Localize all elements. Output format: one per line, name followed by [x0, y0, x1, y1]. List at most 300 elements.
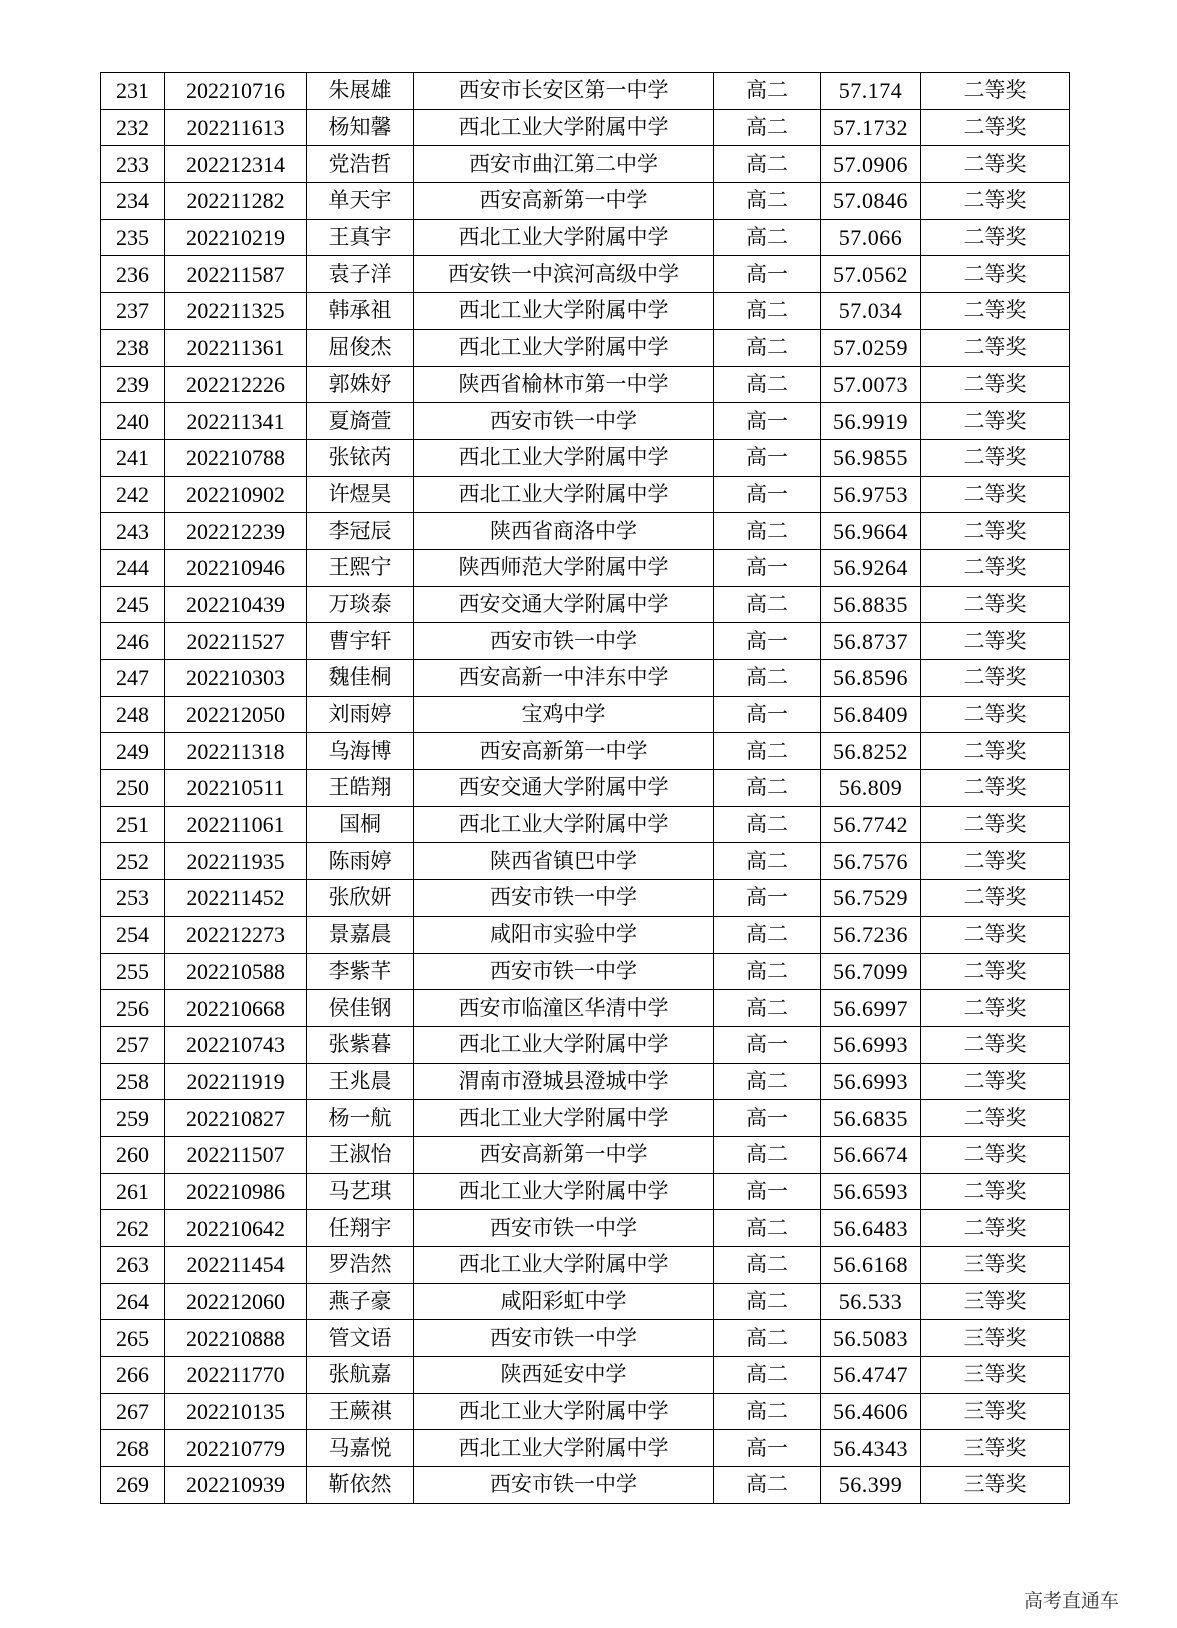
- rank-cell: 261: [101, 1173, 165, 1210]
- rank-cell: 262: [101, 1210, 165, 1247]
- score-cell: 56.6993: [821, 1026, 921, 1063]
- rank-cell: 264: [101, 1283, 165, 1320]
- table-row: [101, 293, 1070, 330]
- award-cell: 二等奖: [921, 513, 1070, 550]
- name-cell: 韩承祖: [307, 293, 414, 330]
- grade-cell: 高二: [714, 990, 821, 1027]
- student-id-cell: 202211613: [165, 109, 307, 146]
- student-id-cell: 202212226: [165, 366, 307, 403]
- grade-cell: 高一: [714, 1173, 821, 1210]
- school-cell: 咸阳彩虹中学: [414, 1283, 714, 1320]
- award-cell: 二等奖: [921, 770, 1070, 807]
- score-cell: 56.4606: [821, 1393, 921, 1430]
- rank-cell: 254: [101, 916, 165, 953]
- grade-cell: 高二: [714, 109, 821, 146]
- school-cell: 宝鸡中学: [414, 696, 714, 733]
- score-cell: 56.8835: [821, 586, 921, 623]
- table-row: [101, 1357, 1070, 1394]
- grade-cell: 高二: [714, 513, 821, 550]
- student-id-cell: 202210668: [165, 990, 307, 1027]
- name-cell: 马嘉悦: [307, 1430, 414, 1467]
- table-row: [101, 476, 1070, 513]
- name-cell: 张铱芮: [307, 439, 414, 476]
- school-cell: 西安市铁一中学: [414, 1320, 714, 1357]
- rank-cell: 246: [101, 623, 165, 660]
- score-cell: 56.6593: [821, 1173, 921, 1210]
- grade-cell: 高二: [714, 1467, 821, 1504]
- rank-cell: 251: [101, 806, 165, 843]
- table-row: [101, 329, 1070, 366]
- grade-cell: 高一: [714, 476, 821, 513]
- name-cell: 马艺琪: [307, 1173, 414, 1210]
- student-id-cell: 202212314: [165, 146, 307, 183]
- grade-cell: 高二: [714, 1320, 821, 1357]
- name-cell: 杨一航: [307, 1100, 414, 1137]
- award-cell: 二等奖: [921, 843, 1070, 880]
- school-cell: 西安市铁一中学: [414, 953, 714, 990]
- score-cell: 57.174: [821, 73, 921, 110]
- award-cell: 二等奖: [921, 293, 1070, 330]
- grade-cell: 高二: [714, 329, 821, 366]
- grade-cell: 高二: [714, 953, 821, 990]
- rank-cell: 247: [101, 660, 165, 697]
- student-id-cell: 202210743: [165, 1026, 307, 1063]
- rank-cell: 253: [101, 880, 165, 917]
- table-row: [101, 1100, 1070, 1137]
- score-cell: 56.533: [821, 1283, 921, 1320]
- award-cell: 二等奖: [921, 219, 1070, 256]
- school-cell: 西安高新第一中学: [414, 183, 714, 220]
- grade-cell: 高一: [714, 439, 821, 476]
- name-cell: 任翔宇: [307, 1210, 414, 1247]
- student-id-cell: 202211935: [165, 843, 307, 880]
- score-cell: 56.6168: [821, 1247, 921, 1284]
- award-cell: 二等奖: [921, 329, 1070, 366]
- table-row: [101, 219, 1070, 256]
- score-cell: 56.6483: [821, 1210, 921, 1247]
- grade-cell: 高二: [714, 146, 821, 183]
- grade-cell: 高二: [714, 183, 821, 220]
- award-cell: 二等奖: [921, 660, 1070, 697]
- award-cell: 三等奖: [921, 1467, 1070, 1504]
- score-cell: 57.0073: [821, 366, 921, 403]
- award-cell: 三等奖: [921, 1393, 1070, 1430]
- school-cell: 陕西省镇巴中学: [414, 843, 714, 880]
- school-cell: 西安高新一中沣东中学: [414, 660, 714, 697]
- student-id-cell: 202211061: [165, 806, 307, 843]
- rank-cell: 267: [101, 1393, 165, 1430]
- student-id-cell: 202211587: [165, 256, 307, 293]
- school-cell: 西安市长安区第一中学: [414, 73, 714, 110]
- award-cell: 二等奖: [921, 1210, 1070, 1247]
- table-row: [101, 1430, 1070, 1467]
- score-cell: 56.8409: [821, 696, 921, 733]
- award-cell: 二等奖: [921, 476, 1070, 513]
- name-cell: 王兆晨: [307, 1063, 414, 1100]
- award-cell: 二等奖: [921, 1136, 1070, 1173]
- student-id-cell: 202211454: [165, 1247, 307, 1284]
- name-cell: 王蕨祺: [307, 1393, 414, 1430]
- score-cell: 56.7236: [821, 916, 921, 953]
- school-cell: 西北工业大学附属中学: [414, 329, 714, 366]
- table-row: [101, 733, 1070, 770]
- score-cell: 57.0562: [821, 256, 921, 293]
- rank-cell: 257: [101, 1026, 165, 1063]
- rank-cell: 232: [101, 109, 165, 146]
- award-cell: 二等奖: [921, 696, 1070, 733]
- student-id-cell: 202210642: [165, 1210, 307, 1247]
- grade-cell: 高一: [714, 623, 821, 660]
- student-id-cell: 202212239: [165, 513, 307, 550]
- student-id-cell: 202210946: [165, 549, 307, 586]
- award-cell: 二等奖: [921, 953, 1070, 990]
- rank-cell: 238: [101, 329, 165, 366]
- table-row: [101, 880, 1070, 917]
- award-cell: 三等奖: [921, 1430, 1070, 1467]
- rank-cell: 242: [101, 476, 165, 513]
- award-cell: 二等奖: [921, 623, 1070, 660]
- table-row: [101, 1136, 1070, 1173]
- grade-cell: 高二: [714, 1247, 821, 1284]
- rank-cell: 268: [101, 1430, 165, 1467]
- school-cell: 陕西延安中学: [414, 1357, 714, 1394]
- award-cell: 二等奖: [921, 109, 1070, 146]
- name-cell: 夏旖萱: [307, 403, 414, 440]
- grade-cell: 高二: [714, 843, 821, 880]
- student-id-cell: 202210779: [165, 1430, 307, 1467]
- award-cell: 二等奖: [921, 73, 1070, 110]
- school-cell: 西北工业大学附属中学: [414, 439, 714, 476]
- score-cell: 56.6835: [821, 1100, 921, 1137]
- award-cell: 三等奖: [921, 1357, 1070, 1394]
- school-cell: 西北工业大学附属中学: [414, 1393, 714, 1430]
- rank-cell: 256: [101, 990, 165, 1027]
- table-row: [101, 1467, 1070, 1504]
- school-cell: 西北工业大学附属中学: [414, 109, 714, 146]
- school-cell: 西安铁一中滨河高级中学: [414, 256, 714, 293]
- rank-cell: 249: [101, 733, 165, 770]
- student-id-cell: 202211527: [165, 623, 307, 660]
- name-cell: 杨知馨: [307, 109, 414, 146]
- score-cell: 56.7742: [821, 806, 921, 843]
- rank-cell: 263: [101, 1247, 165, 1284]
- name-cell: 管文语: [307, 1320, 414, 1357]
- student-id-cell: 202211361: [165, 329, 307, 366]
- student-id-cell: 202211919: [165, 1063, 307, 1100]
- table-row: [101, 770, 1070, 807]
- table-row: [101, 1283, 1070, 1320]
- table-row: [101, 916, 1070, 953]
- name-cell: 袁子洋: [307, 256, 414, 293]
- award-cell: 三等奖: [921, 1247, 1070, 1284]
- school-cell: 西北工业大学附属中学: [414, 1430, 714, 1467]
- grade-cell: 高一: [714, 1430, 821, 1467]
- student-id-cell: 202211318: [165, 733, 307, 770]
- table-row: [101, 1173, 1070, 1210]
- school-cell: 西安交通大学附属中学: [414, 586, 714, 623]
- school-cell: 渭南市澄城县澄城中学: [414, 1063, 714, 1100]
- score-cell: 56.6993: [821, 1063, 921, 1100]
- table-row: [101, 549, 1070, 586]
- school-cell: 西安市铁一中学: [414, 1210, 714, 1247]
- school-cell: 西安市铁一中学: [414, 623, 714, 660]
- name-cell: 罗浩然: [307, 1247, 414, 1284]
- score-cell: 57.0846: [821, 183, 921, 220]
- name-cell: 曹宇轩: [307, 623, 414, 660]
- score-cell: 56.9264: [821, 549, 921, 586]
- school-cell: 西北工业大学附属中学: [414, 219, 714, 256]
- score-cell: 57.0906: [821, 146, 921, 183]
- table-row: [101, 586, 1070, 623]
- score-cell: 56.6674: [821, 1136, 921, 1173]
- student-id-cell: 202210439: [165, 586, 307, 623]
- grade-cell: 高二: [714, 733, 821, 770]
- rank-cell: 240: [101, 403, 165, 440]
- table-row: [101, 366, 1070, 403]
- rank-cell: 234: [101, 183, 165, 220]
- award-cell: 二等奖: [921, 586, 1070, 623]
- student-id-cell: 202212273: [165, 916, 307, 953]
- score-cell: 57.034: [821, 293, 921, 330]
- name-cell: 朱展雄: [307, 73, 414, 110]
- rank-cell: 252: [101, 843, 165, 880]
- score-cell: 56.9664: [821, 513, 921, 550]
- score-cell: 56.7529: [821, 880, 921, 917]
- name-cell: 王皓翔: [307, 770, 414, 807]
- award-cell: 二等奖: [921, 880, 1070, 917]
- grade-cell: 高一: [714, 880, 821, 917]
- award-cell: 二等奖: [921, 1100, 1070, 1137]
- grade-cell: 高二: [714, 1393, 821, 1430]
- score-cell: 56.399: [821, 1467, 921, 1504]
- grade-cell: 高二: [714, 806, 821, 843]
- score-cell: 56.6997: [821, 990, 921, 1027]
- table-row: [101, 109, 1070, 146]
- rank-cell: 260: [101, 1136, 165, 1173]
- name-cell: 王真宇: [307, 219, 414, 256]
- score-cell: 56.9855: [821, 439, 921, 476]
- name-cell: 李冠辰: [307, 513, 414, 550]
- school-cell: 西安市铁一中学: [414, 880, 714, 917]
- school-cell: 西北工业大学附属中学: [414, 806, 714, 843]
- student-id-cell: 202212050: [165, 696, 307, 733]
- student-id-cell: 202210827: [165, 1100, 307, 1137]
- grade-cell: 高二: [714, 1357, 821, 1394]
- name-cell: 侯佳钢: [307, 990, 414, 1027]
- award-cell: 三等奖: [921, 1320, 1070, 1357]
- table-row: [101, 513, 1070, 550]
- source-watermark: 高考直通车: [1023, 1590, 1119, 1612]
- name-cell: 燕子豪: [307, 1283, 414, 1320]
- table-row: [101, 953, 1070, 990]
- score-cell: 56.9753: [821, 476, 921, 513]
- table-row: [101, 183, 1070, 220]
- table-row: [101, 73, 1070, 110]
- grade-cell: 高二: [714, 1283, 821, 1320]
- score-cell: 56.809: [821, 770, 921, 807]
- table-row: [101, 1063, 1070, 1100]
- grade-cell: 高二: [714, 770, 821, 807]
- rank-cell: 241: [101, 439, 165, 476]
- grade-cell: 高二: [714, 219, 821, 256]
- school-cell: 西北工业大学附属中学: [414, 1100, 714, 1137]
- award-cell: 二等奖: [921, 1173, 1070, 1210]
- rank-cell: 244: [101, 549, 165, 586]
- name-cell: 张航嘉: [307, 1357, 414, 1394]
- rank-cell: 255: [101, 953, 165, 990]
- table-row: [101, 990, 1070, 1027]
- rank-cell: 248: [101, 696, 165, 733]
- award-cell: 二等奖: [921, 439, 1070, 476]
- name-cell: 张欣妍: [307, 880, 414, 917]
- score-cell: 57.0259: [821, 329, 921, 366]
- grade-cell: 高二: [714, 916, 821, 953]
- student-id-cell: 202211341: [165, 403, 307, 440]
- rank-cell: 236: [101, 256, 165, 293]
- award-cell: 二等奖: [921, 146, 1070, 183]
- student-id-cell: 202212060: [165, 1283, 307, 1320]
- grade-cell: 高二: [714, 660, 821, 697]
- school-cell: 西北工业大学附属中学: [414, 476, 714, 513]
- award-cell: 二等奖: [921, 1063, 1070, 1100]
- name-cell: 郭姝妤: [307, 366, 414, 403]
- rank-cell: 231: [101, 73, 165, 110]
- name-cell: 李紫芊: [307, 953, 414, 990]
- award-cell: 二等奖: [921, 1026, 1070, 1063]
- grade-cell: 高一: [714, 1100, 821, 1137]
- rank-cell: 259: [101, 1100, 165, 1137]
- name-cell: 靳依然: [307, 1467, 414, 1504]
- school-cell: 陕西师范大学附属中学: [414, 549, 714, 586]
- school-cell: 咸阳市实验中学: [414, 916, 714, 953]
- grade-cell: 高一: [714, 256, 821, 293]
- award-cell: 二等奖: [921, 733, 1070, 770]
- score-cell: 56.4747: [821, 1357, 921, 1394]
- score-cell: 56.7099: [821, 953, 921, 990]
- table-row: [101, 623, 1070, 660]
- rank-cell: 235: [101, 219, 165, 256]
- score-cell: 56.8737: [821, 623, 921, 660]
- rank-cell: 266: [101, 1357, 165, 1394]
- score-cell: 56.8252: [821, 733, 921, 770]
- table-row: [101, 403, 1070, 440]
- table-row: [101, 1026, 1070, 1063]
- grade-cell: 高二: [714, 366, 821, 403]
- award-cell: 二等奖: [921, 990, 1070, 1027]
- rank-cell: 243: [101, 513, 165, 550]
- score-cell: 56.5083: [821, 1320, 921, 1357]
- grade-cell: 高一: [714, 1026, 821, 1063]
- student-id-cell: 202210511: [165, 770, 307, 807]
- grade-cell: 高一: [714, 403, 821, 440]
- table-row: [101, 1210, 1070, 1247]
- student-id-cell: 202211452: [165, 880, 307, 917]
- award-cell: 三等奖: [921, 1283, 1070, 1320]
- score-cell: 56.4343: [821, 1430, 921, 1467]
- student-id-cell: 202210303: [165, 660, 307, 697]
- rank-cell: 237: [101, 293, 165, 330]
- name-cell: 乌海博: [307, 733, 414, 770]
- name-cell: 刘雨婷: [307, 696, 414, 733]
- school-cell: 西安市铁一中学: [414, 1467, 714, 1504]
- table-row: [101, 696, 1070, 733]
- student-id-cell: 202211507: [165, 1136, 307, 1173]
- student-id-cell: 202211282: [165, 183, 307, 220]
- name-cell: 陈雨婷: [307, 843, 414, 880]
- table-row: [101, 806, 1070, 843]
- name-cell: 单天宇: [307, 183, 414, 220]
- student-id-cell: 202210135: [165, 1393, 307, 1430]
- school-cell: 西安高新第一中学: [414, 1136, 714, 1173]
- school-cell: 西北工业大学附属中学: [414, 293, 714, 330]
- score-cell: 56.8596: [821, 660, 921, 697]
- name-cell: 许煜昊: [307, 476, 414, 513]
- score-cell: 56.7576: [821, 843, 921, 880]
- student-id-cell: 202210788: [165, 439, 307, 476]
- student-id-cell: 202210939: [165, 1467, 307, 1504]
- score-cell: 56.9919: [821, 403, 921, 440]
- student-id-cell: 202210219: [165, 219, 307, 256]
- name-cell: 王淑怡: [307, 1136, 414, 1173]
- school-cell: 陕西省商洛中学: [414, 513, 714, 550]
- grade-cell: 高二: [714, 1136, 821, 1173]
- award-cell: 二等奖: [921, 366, 1070, 403]
- student-id-cell: 202211325: [165, 293, 307, 330]
- name-cell: 王熙宁: [307, 549, 414, 586]
- award-cell: 二等奖: [921, 806, 1070, 843]
- student-id-cell: 202210588: [165, 953, 307, 990]
- table-row: [101, 1247, 1070, 1284]
- table-row: [101, 1320, 1070, 1357]
- school-cell: 西北工业大学附属中学: [414, 1026, 714, 1063]
- award-cell: 二等奖: [921, 403, 1070, 440]
- table-row: [101, 256, 1070, 293]
- award-cell: 二等奖: [921, 256, 1070, 293]
- table-row: [101, 1393, 1070, 1430]
- student-id-cell: 202211770: [165, 1357, 307, 1394]
- rank-cell: 239: [101, 366, 165, 403]
- school-cell: 陕西省榆林市第一中学: [414, 366, 714, 403]
- grade-cell: 高二: [714, 1063, 821, 1100]
- grade-cell: 高二: [714, 73, 821, 110]
- rank-cell: 258: [101, 1063, 165, 1100]
- school-cell: 西安高新第一中学: [414, 733, 714, 770]
- student-id-cell: 202210986: [165, 1173, 307, 1210]
- grade-cell: 高二: [714, 586, 821, 623]
- name-cell: 党浩哲: [307, 146, 414, 183]
- school-cell: 西安市铁一中学: [414, 403, 714, 440]
- score-cell: 57.1732: [821, 109, 921, 146]
- award-table: [100, 72, 1070, 1504]
- name-cell: 景嘉晨: [307, 916, 414, 953]
- table-row: [101, 843, 1070, 880]
- school-cell: 西北工业大学附属中学: [414, 1173, 714, 1210]
- name-cell: 万琰泰: [307, 586, 414, 623]
- rank-cell: 250: [101, 770, 165, 807]
- student-id-cell: 202210888: [165, 1320, 307, 1357]
- award-table-body: [101, 73, 1070, 1504]
- school-cell: 西安市临潼区华清中学: [414, 990, 714, 1027]
- award-cell: 二等奖: [921, 183, 1070, 220]
- grade-cell: 高二: [714, 293, 821, 330]
- student-id-cell: 202210716: [165, 73, 307, 110]
- results-sheet: [100, 72, 1069, 1504]
- rank-cell: 269: [101, 1467, 165, 1504]
- rank-cell: 233: [101, 146, 165, 183]
- award-cell: 二等奖: [921, 916, 1070, 953]
- grade-cell: 高二: [714, 1210, 821, 1247]
- name-cell: 屈俊杰: [307, 329, 414, 366]
